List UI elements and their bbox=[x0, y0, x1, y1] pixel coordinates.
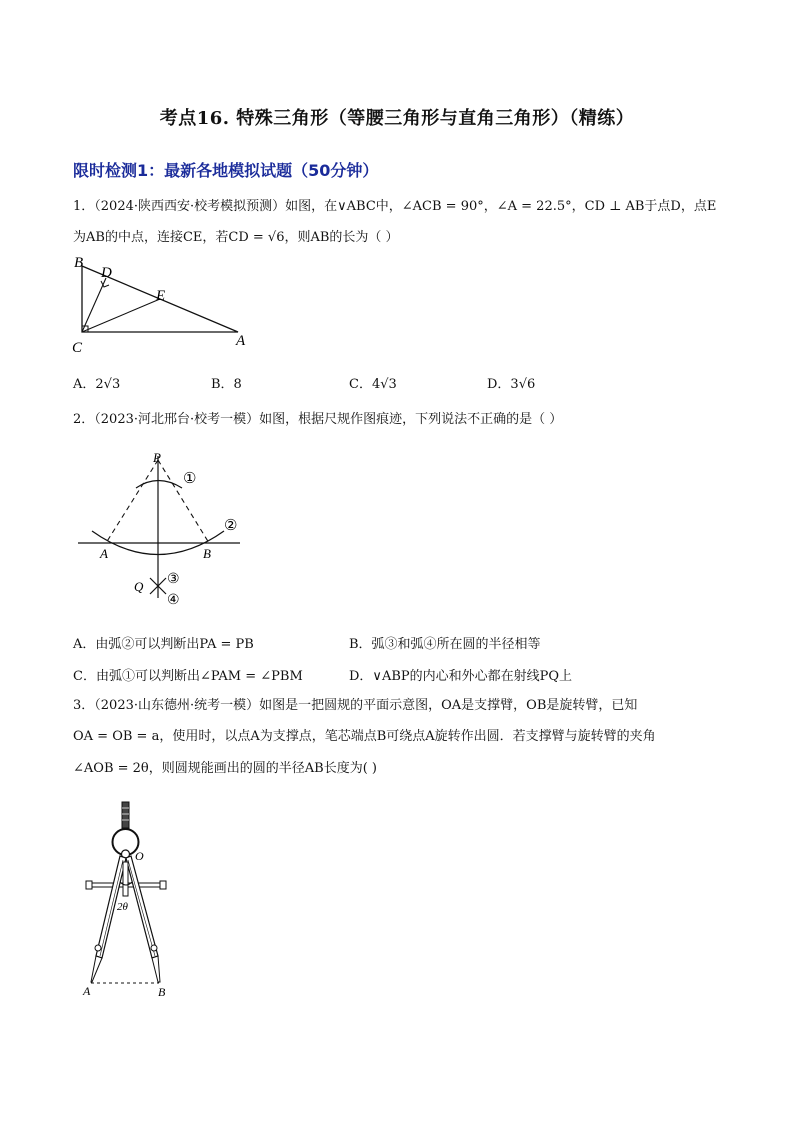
segment-ce bbox=[82, 299, 160, 332]
label-circled-3: ③ bbox=[167, 572, 180, 587]
q1-option-a: A．2√3 bbox=[73, 377, 121, 392]
compass-pencil-b bbox=[152, 956, 160, 982]
q2-option-c: C．由弧①可以判断出∠PAM = ∠PBM bbox=[73, 669, 303, 684]
label-b: B bbox=[74, 255, 84, 271]
label-circled-4: ④ bbox=[167, 593, 180, 608]
q2-stem: 2．（2023·河北邢台·校考一模）如图，根据尺规作图痕迹，下列说法不正确的是（ ） bbox=[73, 412, 563, 427]
label-b: B bbox=[158, 985, 166, 999]
q1-stem-line1: 1．（2024·陕西西安·校考模拟预测）如图，在∨ABC中，∠ACB = 90°，∠A = 22.5°，CD ⊥ AB于点D，点E bbox=[73, 199, 717, 214]
label-2theta: 2θ bbox=[117, 901, 128, 913]
compass-handle bbox=[122, 802, 129, 828]
label-c: C bbox=[72, 340, 83, 356]
q1-option-c: C．4√3 bbox=[349, 377, 397, 392]
q3-stem-line3: ∠AOB = 2θ，则圆规能画出的圆的半径AB长度为( ) bbox=[73, 761, 377, 776]
q3-compass-figure bbox=[78, 798, 188, 1003]
label-b: B bbox=[203, 546, 211, 561]
q1-triangle-figure bbox=[68, 252, 258, 357]
q2-option-a: A．由弧②可以判断出PA = PB bbox=[73, 637, 254, 652]
q2-construction-figure bbox=[78, 448, 248, 610]
label-q: Q bbox=[134, 579, 144, 594]
q1-option-d: D．3√6 bbox=[487, 377, 536, 392]
q1-option-b: B．8 bbox=[211, 377, 242, 392]
label-circled-1: ① bbox=[183, 471, 197, 487]
q2-option-b: B．弧③和弧④所在圆的半径相等 bbox=[349, 637, 541, 652]
label-a: A bbox=[83, 984, 91, 998]
label-e: E bbox=[156, 288, 166, 304]
compass-needle-a bbox=[91, 956, 102, 982]
label-o: O bbox=[135, 849, 144, 863]
page-title: 考点16. 特殊三角形（等腰三角形与直角三角形）（精练） bbox=[159, 108, 635, 129]
compass-leg-b bbox=[126, 856, 158, 958]
dashed-pa bbox=[106, 460, 158, 543]
q2-option-d: D．∨ABP的内心和外心都在射线PQ上 bbox=[349, 669, 573, 684]
section-heading: 限时检测1：最新各地模拟试题（50分钟） bbox=[73, 161, 379, 180]
label-a: A bbox=[236, 333, 246, 349]
label-d: D bbox=[101, 265, 112, 281]
label-circled-2: ② bbox=[224, 518, 238, 534]
q1-stem-line2: 为AB的中点，连接CE，若CD = √6，则AB的长为（ ） bbox=[73, 230, 399, 245]
q3-stem-line1: 3．（2023·山东德州·统考一模）如图是一把圆规的平面示意图，OA是支撑臂，OB是旋转臂，已知 bbox=[73, 698, 638, 713]
label-p: P bbox=[153, 450, 161, 465]
q3-stem-line2: OA = OB = a，使用时，以点A为支撑点，笔芯端点B可绕点A旋转作出圆．若支撑臂与旋转臂的夹角 bbox=[73, 729, 656, 744]
label-a: A bbox=[100, 546, 108, 561]
